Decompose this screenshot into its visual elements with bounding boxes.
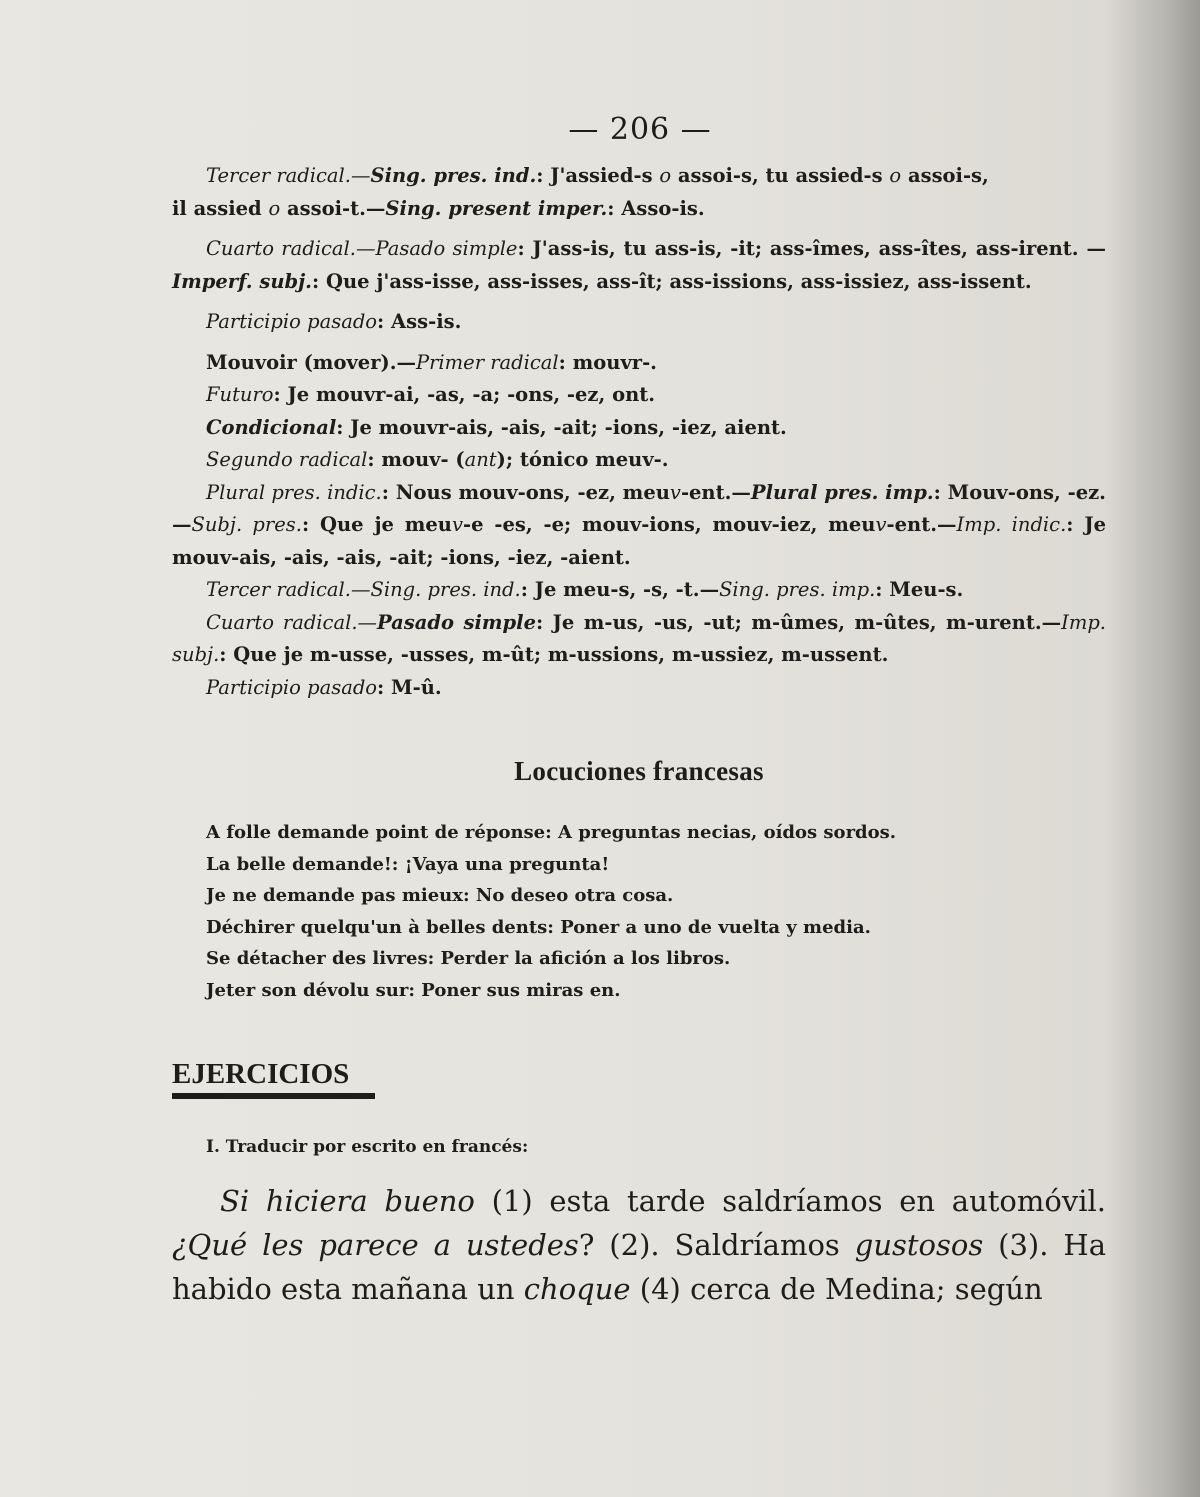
exercise-segment: ¿Qué les parece a ustedes [172,1228,579,1262]
conjugation-line [172,444,1106,477]
line-segment [751,481,934,504]
line-segment: Mouvoir [206,350,297,374]
line-segment: ); tónico meuv-. [496,448,669,471]
line-segment: : mouv- ( [367,448,465,471]
exercise-text [172,1179,1106,1311]
line-segment: v [669,480,681,504]
line-segment: Cuarto radical.— [206,610,378,634]
line-segment: assoi-s, [901,164,989,187]
line-segment-text: Condicional [206,415,337,439]
conjugation-line [172,412,1106,445]
line-segment: ant [464,448,497,471]
line-segment: : Que je meu [301,513,452,536]
line-segment: : Je mouv-ais, -ais, -ais, -ait; -ions, -iez, -aient. [172,513,1106,569]
locuciones-heading: Locuciones francesas [514,756,764,786]
line-segment: : Asso-is. [607,196,705,220]
line-segment: -e -es, -e; mouv-ions, mouv-iez, meu [463,513,876,536]
conjugation-line [172,379,1106,412]
line-segment: v [875,513,887,536]
line-segment: Plural pres. indic. [206,480,382,504]
line-segment: Sing. pres. ind. [370,578,521,601]
conjugation-line [172,574,1106,607]
line-segment [377,611,536,634]
conjugation-line [172,607,1106,672]
line-segment: : Mouv-ons, -ez.— [172,480,1106,536]
line-segment: : Que je m-usse, -usses, m-ût; m-ussions, m-ussiez, m-ussent. [219,643,889,666]
conjugation-line [172,477,1106,575]
line-segment: -ent.— [886,513,957,536]
locucion-item: La belle demande!: ¡Vaya una pregunta! [206,853,610,875]
line-segment [370,164,536,187]
line-segment: Sing. pres. imp. [719,578,876,601]
line-segment: : Je meu-s, -s, -t.— [520,578,720,601]
line-segment: Futuro [206,383,274,406]
line-segment: o [659,164,672,187]
line-segment: Imp. indic. [956,513,1067,536]
line-segment: : Nous mouv-ons, -ez, meu [381,480,670,504]
line-segment [206,416,336,439]
conjugation-line [172,193,1106,226]
line-segment: Subj. pres. [191,513,302,536]
exercise-instruction: I. Traducir por escrito en francés: [206,1137,529,1157]
ejercicios-title: EJERCICIOS [172,1058,375,1099]
locucion-item: Déchirer quelqu'un à belles dents: Poner a uno de vuelta y media. [206,916,871,938]
exercise-segment: choque [523,1272,631,1306]
line-segment: Primer radical [415,350,559,374]
line-segment: : Meu-s. [875,578,964,601]
page-number: — 206 — [568,112,712,147]
line-segment: : Je mouvr-ais, -ais, -ait; -ions, -iez, aient. [336,415,787,439]
exercise-segment: gustosos [854,1228,984,1262]
line-segment: Imp. subj. [172,610,1106,666]
line-segment: o [268,196,281,220]
line-segment-text: Pasado simple [377,610,536,634]
line-segment-text: Imperf. subj. [172,269,312,293]
line-segment: il assied [172,196,269,220]
line-segment: Pasado simple [375,237,518,260]
exercise-segment: (1) esta tarde saldríamos en automóvil. [474,1184,1106,1218]
locucion-item: Je ne demande pas mieux: No deseo otra cosa. [206,885,674,906]
line-segment: -ent.— [680,480,751,504]
line-segment: o [889,164,902,187]
line-segment [385,197,607,220]
line-segment: Tercer radical.— [206,164,371,187]
line-segment: : mouvr-. [558,350,657,374]
line-segment [172,270,312,293]
line-segment: (mover).— [296,350,416,374]
exercise-segment: (3). Ha habido esta mañana un [172,1228,1106,1306]
line-segment: : Je m-us, -us, -ut; m-ûmes, m-ûtes, m-urent.— [536,610,1062,634]
conjugation-line [172,306,1106,339]
locuciones-list [172,817,1106,1006]
line-segment: Participio pasado [206,675,378,699]
conjugation-section [172,160,1106,704]
conjugation-line [172,233,1106,298]
line-segment: v [451,513,464,536]
exercise-segment: (4) cerca de Medina; según [630,1272,1043,1306]
line-segment: : Que j'ass-isse, ass-isses, ass-ît; ass-issions, ass-issiez, ass-issent. [311,269,1032,293]
locucion-item: Se détacher des livres: Perder la afición a los libros. [206,948,731,969]
page-content [172,160,1106,1311]
locucion-item: A folle demande point de réponse: A preguntas necias, oídos sordos. [206,822,897,843]
line-segment: : M-û. [377,675,442,699]
line-segment: assoi-s, tu assied-s [671,164,890,187]
line-segment: : Je mouvr-ai, -as, -a; -ons, -ez, ont. [273,383,656,406]
line-segment-text: Plural pres. imp. [750,480,934,504]
locucion-item: Jeter son dévolu sur: Poner sus miras en. [206,979,621,1001]
line-segment: Tercer radical.— [206,578,371,601]
line-segment: Segundo radical [206,448,368,471]
line-segment: : J'assied-s [536,164,660,187]
line-segment-text: Sing. present imper. [385,196,608,220]
line-segment: : Ass-is. [377,310,462,333]
exercise-segment: ? (2). Saldríamos [578,1228,855,1262]
exercise-segment: Si hiciera bueno [220,1184,475,1218]
line-segment-text: Sing. pres. ind. [370,164,537,187]
line-segment: Participio pasado [206,310,378,333]
line-segment: : J'ass-is, tu ass-is, -it; ass-îmes, ass-îtes, ass-irent. — [517,237,1106,260]
conjugation-line [172,347,1106,380]
conjugation-line [172,160,1106,193]
line-segment: assoi-t.— [280,196,386,220]
line-segment: Cuarto radical.— [206,237,376,260]
conjugation-line [172,672,1106,705]
exercise-paragraph [172,1179,1106,1311]
